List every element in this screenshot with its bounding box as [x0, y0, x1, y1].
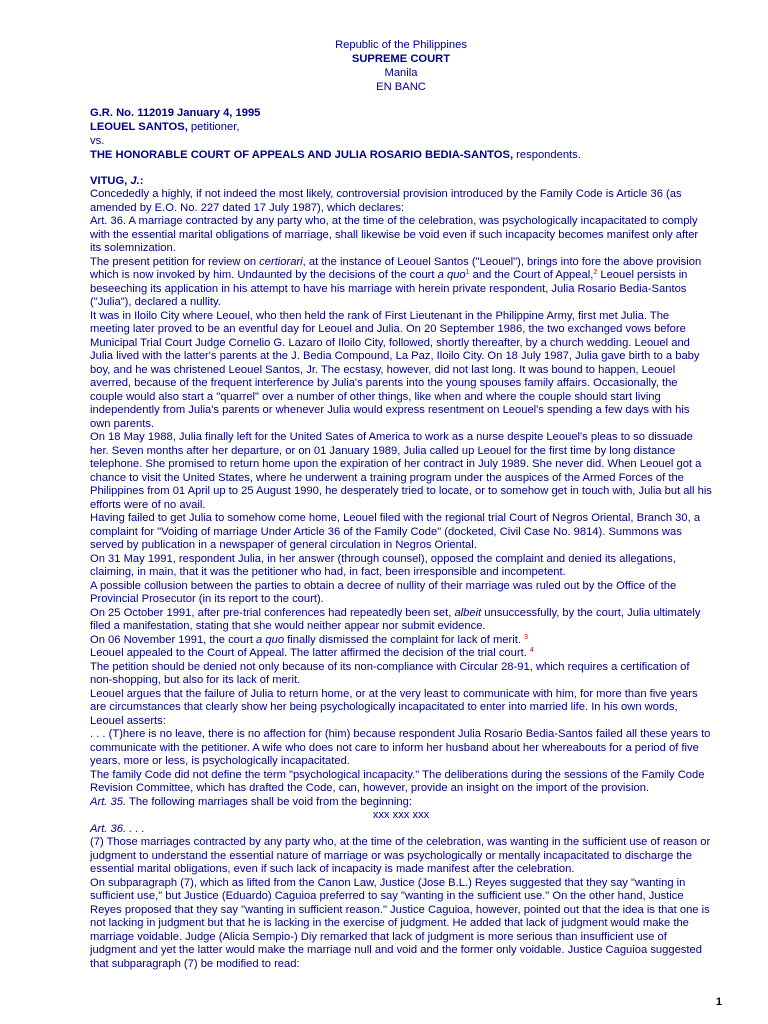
respondents-name: THE HONORABLE COURT OF APPEALS AND JULIA ROSARIO BEDIA-SANTOS, [90, 149, 514, 161]
text-run: Leouel persists in beseeching its application in his attempt to have his marriage with herein private respondent, Julia Rosario Bedia-Santos ("Julia"), declared a nullity. [90, 269, 688, 308]
footnote-ref[interactable]: 3 [524, 633, 528, 641]
text-run: The following marriages shall be void from the beginning: [126, 795, 412, 808]
text-run: On 25 October 1991, after pre-trial conferences had repeatedly been set, [90, 606, 455, 619]
division-line: EN BANC [376, 81, 426, 93]
text-run: Leouel appealed to the Court of Appeal. The latter affirmed the decision of the trial court. [90, 647, 527, 659]
paragraph: On 31 May 1991, respondent Julia, in her answer (through counsel), opposed the complaint and denied its allegations, claiming, in main, that it was the petitioner who had, in fact, been irresponsible and incompetent. [90, 552, 676, 578]
ponente-suffix: : [139, 175, 144, 187]
paragraph [90, 634, 712, 648]
quoted-article [90, 796, 712, 810]
petitioner-name: LEOUEL SANTOS, [90, 121, 188, 133]
ponente [90, 174, 712, 188]
case-number: G.R. No. 112019 January 4, 1995 [90, 107, 261, 119]
text-run: a quo [256, 633, 285, 646]
paragraph: Concededly a highly, if not indeed the most likely, controversial provision introduced by the Family Code is Article 36 (as amended by E.O. No. 227 dated 17 July 1987), which declares: [90, 188, 682, 214]
text-run: unsuccessfully, by the court, Julia ultimately filed a manifestation, stating that she would neither appear nor submit evidence. [90, 606, 701, 632]
petitioner-line [90, 120, 712, 134]
page-number: 1 [715, 996, 722, 1008]
paragraph: On subparagraph (7), which as lifted from the Canon Law, Justice (Jose B.L.) Reyes suggested that they say "wanting in sufficient use," but Justice (Eduardo) Caguioa preferred to say "wanting in the sufficient use." On the other hand, Justice Reyes proposed that they say "wanting in sufficient reason." Justice Caguioa, however, pointed out that the idea is that one is not lacking in judgment but that he is lacking in the exercise of judgment. He added that lack of judgment would make the marriage voidable. Judge (Alicia Sempio-) Diy remarked that lack of judgment is more serious than insufficient use of judgment and yet the latter would make the marriage null and void and the former only voidable. Justice Caguioa suggested that subparagraph (7) be modified to read: [90, 876, 710, 970]
text-run: On 06 November 1991, the court [90, 633, 257, 646]
case-caption [90, 106, 712, 162]
paragraph: The family Code did not define the term "psychological incapacity." The deliberations during the sessions of the Family Code Revision Committee, which has drafted the Code, can, however, provide an insight on the import of the provision. [90, 768, 705, 794]
paragraph [90, 647, 712, 661]
ellipsis-line: xxx xxx xxx [372, 809, 430, 821]
court-name: SUPREME COURT [351, 53, 451, 65]
quoted-article: Art. 36. . . . [90, 822, 145, 835]
footnote-ref[interactable]: 4 [529, 647, 534, 654]
ponente-name: VITUG, [90, 175, 131, 187]
footnote-ref[interactable]: 1 [465, 269, 470, 276]
republic-line: Republic of the Philippines [335, 39, 467, 51]
text-run: Art. 35. [90, 795, 127, 808]
quoted-passage: . . . (T)here is no leave, there is no affection for (him) because respondent Julia Rosario Bedia-Santos failed all these years to communicate with the petitioner. A wife who does not care to inform her husband about her whereabouts for a period of five years, more or less, is psychologically incapacitated. [90, 728, 711, 767]
decision-body [90, 188, 712, 971]
paragraph: A possible collusion between the parties to obtain a decree of nullity of their marriage was ruled out by the Office of the Provincial Prosecutor (in its report to the court). [90, 579, 677, 605]
quoted-article: (7) Those marriages contracted by any party who, at the time of the celebration, was wanting in the sufficient use of reason or judgment to understand the essential nature of marriage or was psychologically or mentally incapacitated to discharge the essential marital obligations, even if such lack of incapacity is made manifest after the celebration. [90, 836, 711, 875]
text-run: finally dismissed the complaint for lack of merit. [284, 633, 521, 646]
text-run: a quo [437, 269, 466, 281]
city-line: Manila [384, 67, 418, 79]
court-header [90, 38, 712, 94]
paragraph [90, 607, 712, 634]
text-run: certiorari [259, 255, 303, 268]
petitioner-role: petitioner, [187, 121, 240, 133]
text-run: and the Court of Appeal, [469, 269, 594, 281]
paragraph: It was in Iloilo City where Leouel, who then held the rank of First Lieutenant in the Philippine Army, first met Julia. The meeting later proved to be an eventful day for Leouel and Julia. On 20 September 1986, the two exchanged vows before Municipal Trial Court Judge Cornelio G. Lazaro of Iloilo City, followed, shortly thereafter, by a church wedding. Leouel and Julia lived with the latter's parents at the J. Bedia Compound, La Paz, Iloilo City. On 18 July 1987, Julia gave birth to a baby boy, and he was christened Leouel Santos, Jr. The ecstasy, however, did not last long. It was bound to happen, Leouel averred, because of the frequent interference by Julia's parents into the young spouses family affairs. Occasionally, the couple would also start a "quarrel" over a number of other things, like when and where the couple should start living independently from Julia's parents or whenever Julia would express resentment on Leouel's spending a few days with his own parents. [90, 309, 700, 430]
text-run: The present petition for review on [90, 255, 260, 268]
respondents-role: respondents. [513, 149, 581, 161]
paragraph: Leouel argues that the failure of Julia to return home, or at the very least to communicate with him, for more than five years are circumstances that clearly show her being psychologically incapacitated to enter into married life. In his own words, Leouel asserts: [90, 687, 698, 727]
quoted-article: Art. 36. A marriage contracted by any party who, at the time of the celebration, was psychologically incapacitated to comply with the essential marital obligations of marriage, shall likewise be void even if such incapacity becomes manifest only after its solemnization. [90, 215, 699, 254]
paragraph: On 18 May 1988, Julia finally left for the United Sates of America to work as a nurse despite Leouel's pleas to so dissuade her. Seven months after her departure, or on 01 January 1989, Julia called up Leouel for the first time by long distance telephone. She promised to return home upon the expiration of her contract in July 1989. She never did. When Leouel got a chance to visit the United States, where he underwent a training program under the auspices of the Armed Forces of the Philippines from 01 April up to 25 August 1990, he desperately tried to locate, or to somehow get in touch with, Julia but all his efforts were of no avail. [90, 431, 712, 511]
versus-line: vs. [90, 135, 105, 147]
text-run: albeit [454, 606, 482, 619]
ponente-title: J. [130, 175, 140, 187]
paragraph [90, 256, 712, 310]
footnote-ref[interactable]: 2 [593, 269, 598, 276]
paragraph: Having failed to get Julia to somehow come home, Leouel filed with the regional trial Court of Negros Oriental, Branch 30, a complaint for "Voiding of marriage Under Article 36 of the Family Code" (docketed, Civil Case No. 9814). Summons was served by publication in a newspaper of general circulation in Negros Oriental. [90, 512, 701, 551]
text-run: , at the instance of Leouel Santos ("Leouel"), brings into fore the above provision which is now invoked by him. Undaunted by the decisions of the court [90, 255, 702, 281]
paragraph: The petition should be denied not only because of its non-compliance with Circular 28-91, which requires a certification of non-shopping, but also for its lack of merit. [90, 660, 690, 686]
respondents-line [90, 148, 712, 162]
